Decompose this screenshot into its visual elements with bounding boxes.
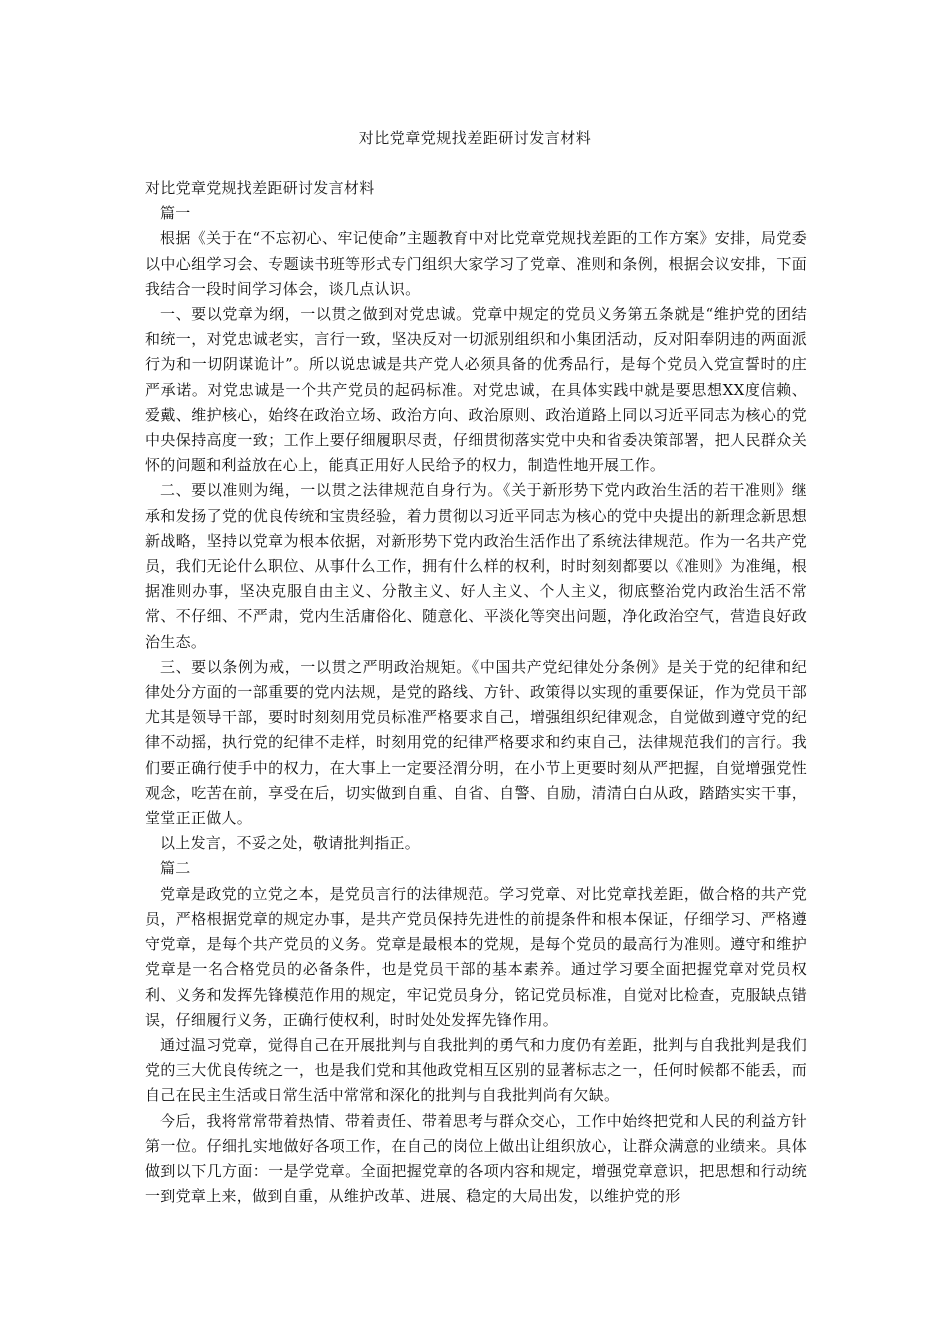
paragraph-party-constitution: 党章是政党的立党之本，是党员言行的法律规范。学习党章、对比党章找差距，做合格的共产党员，严格根据党章的规定办事，是共产党员保持先进性的前提条件和根本保证，仔细学习、严格遵守党章，是每个共产党员的义务。党章是最根本的党规，是每个党员的最高行为准则。遵守和维护党章是一名合格党员的必备条件，也是党员干部的基本素养。通过学习要全面把握党章对党员权利、义务和发挥先锋模范作用的规定，牢记党员身分，铭记党员标准，自觉对比检查，克服缺点错误，仔细履行义务，正确行使权利，时时处处发挥先锋作用。 [145, 884, 807, 1029]
document-title: 对比党章党规找差距研讨发言材料 [358, 129, 592, 147]
section-heading-part-two: 篇二 [160, 859, 191, 878]
paragraph-future-plans: 今后，我将常常带着热情、带着责任、带着思考与群众交心，工作中始终把党和人民的利益方针第一位。仔细扎实地做好各项工作，在自己的岗位上做出让组织放心，让群众满意的业绩来。具体做到以下几方面：一是学党章。全面把握党章的各项内容和规定，增强党章意识，把思想和行动统一到党章上来，做到自重，从维护改革、进展、稳定的大局出发，以维护党的形 [145, 1111, 807, 1206]
document-subtitle: 对比党章党规找差距研讨发言材料 [145, 179, 375, 197]
section-heading-part-one: 篇一 [160, 204, 191, 223]
document-body [145, 176, 807, 1209]
paragraph-point-two: 二、要以准则为绳，一以贯之法律规范自身行为。《关于新形势下党内政治生活的若干准则》继承和发扬了党的优良传统和宝贵经验，着力贯彻以习近平同志为核心的党中央提出的新理念新思想新战略，坚持以党章为根本依据，对新形势下党内政治生活作出了系统法律规范。作为一名共产党员，我们无论什么职位、从事什么工作，拥有什么样的权利，时时刻刻都要以《准则》为准绳，根据准则办事，坚决克服自由主义、分散主义、好人主义、个人主义，彻底整治党内政治生活不常常、不仔细、不严肃，党内生活庸俗化、随意化、平淡化等突出问题，净化政治空气，营造良好政治生态。 [145, 481, 807, 651]
paragraph-closing: 以上发言，不妥之处，敬请批判指正。 [160, 834, 421, 853]
paragraph-intro: 根据《关于在“不忘初心、牢记使命”主题教育中对比党章党规找差距的工作方案》安排，局党委以中心组学习会、专题读书班等形式专门组织大家学习了党章、准则和条例，根据会议安排，下面我结合一段时间学习体会，谈几点认识。 [145, 229, 807, 298]
paragraph-point-one: 一、要以党章为纲，一以贯之做到对党忠诚。党章中规定的党员义务第五条就是“维护党的团结和统一，对党忠诚老实，言行一致，坚决反对一切派别组织和小集团活动，反对阳奉阴违的两面派行为和一切阴谋诡计”。所以说忠诚是共产党人必须具备的优秀品行，是每个党员入党宣誓时的庄严承诺。对党忠诚是一个共产党员的起码标准。对党忠诚，在具体实践中就是要思想XX度信赖、爱戴、维护核心，始终在政治立场、政治方向、政治原则、政治道路上同以习近平同志为核心的党中央保持高度一致；工作上要仔细履职尽责，仔细贯彻落实党中央和省委决策部署，把人民群众关怀的问题和利益放在心上，能真正用好人民给予的权力，制造性地开展工作。 [145, 305, 807, 475]
paragraph-self-criticism: 通过温习党章，觉得自己在开展批判与自我批判的勇气和力度仍有差距，批判与自我批判是我们党的三大优良传统之一，也是我们党和其他政党相互区别的显著标志之一，任何时候都不能丢，而自己在民主生活或日常生活中常常和深化的批判与自我批判尚有欠缺。 [145, 1035, 807, 1105]
paragraph-point-three: 三、要以条例为戒，一以贯之严明政治规矩。《中国共产党纪律处分条例》是关于党的纪律和纪律处分方面的一部重要的党内法规，是党的路线、方针、政策得以实现的重要保证，作为党员干部尤其是领导干部，要时时刻刻用党员标准严格要求自己，增强组织纪律观念，自觉做到遵守党的纪律不动摇，执行党的纪律不走样，时刻用党的纪律严格要求和约束自己，法律规范我们的言行。我们要正确行使手中的权力，在大事上一定要泾渭分明，在小节上更要时刻从严把握，自觉增强党性观念，吃苦在前，享受在后，切实做到自重、自省、自警、自励，清清白白从政，踏踏实实干事，堂堂正正做人。 [145, 657, 807, 828]
